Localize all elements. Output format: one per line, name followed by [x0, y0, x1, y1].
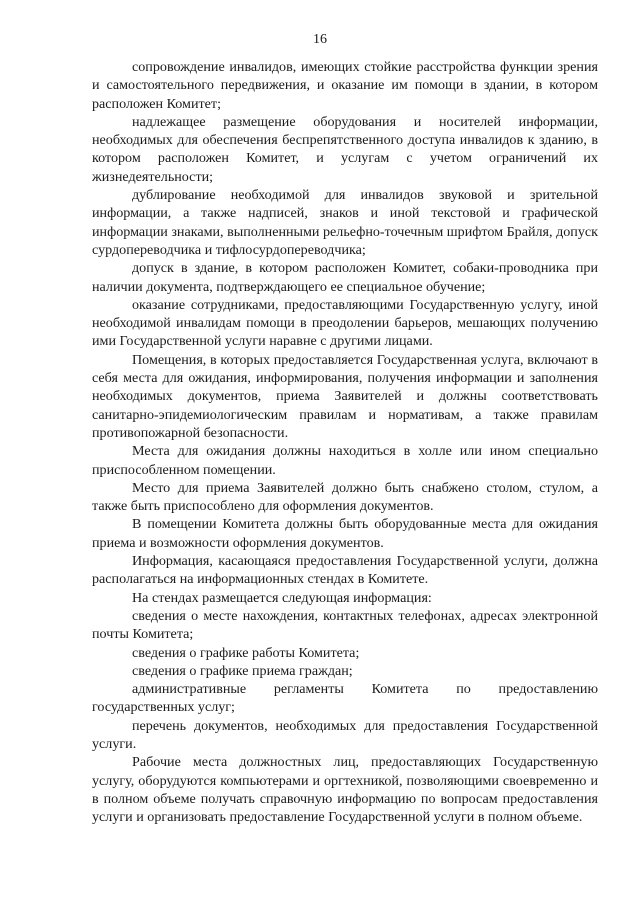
paragraph: Рабочие места должностных лиц, предоставляющих Государственную услугу, оборудуются компьютерами и оргтехникой, позволяющими своевременно и в полном объеме получать справочную информацию по вопросам предоставления услуги и организовать предоставление Государственной услуги в полном объеме.: [92, 754, 598, 826]
paragraph: перечень документов, необходимых для предоставления Государственной услуги.: [92, 717, 598, 752]
paragraph: Место для приема Заявителей должно быть снабжено столом, стулом, а также быть приспособлено для оформления документов.: [92, 479, 598, 515]
paragraph: Места для ожидания должны находиться в холле или ином специально приспособленном помещении.: [92, 443, 598, 478]
paragraph: Информация, касающаяся предоставления Государственной услуги, должна располагаться на информационных стендах в Комитете.: [92, 553, 598, 588]
document-body: [92, 58, 598, 826]
page-number: 16: [313, 32, 327, 47]
paragraph: сведения о графике приема граждан;: [132, 662, 353, 679]
paragraph: сведения о графике работы Комитета;: [132, 644, 360, 661]
paragraph: В помещении Комитета должны быть оборудованные места для ожидания приема и возможности оформления документов.: [92, 516, 598, 551]
paragraph: сведения о месте нахождения, контактных телефонах, адресах электронной почты Комитета;: [92, 607, 598, 643]
paragraph: На стендах размещается следующая информация:: [132, 589, 432, 606]
paragraph: административные регламенты Комитета по предоставлению государственных услуг;: [92, 681, 598, 716]
paragraph: допуск в здание, в котором расположен Комитет, собаки-проводника при наличии документа, подтверждающего ее специальное обучение;: [92, 260, 598, 295]
paragraph: Помещения, в которых предоставляется Государственная услуга, включают в себя места для ожидания, информирования, получения информации и заполнения необходимых документов, приема Заявителей и должны соответствовать санитарно-эпидемиологическим правилам и нормативам, а также правилам противопожарной безопасности.: [92, 351, 598, 441]
paragraph: дублирование необходимой для инвалидов звуковой и зрительной информации, а также надписей, знаков и иной текстовой и графической информации знаками, выполненными рельефно-точечным шрифтом Брайля, допуск сурдопереводчика и тифлосурдопереводчика;: [92, 187, 598, 258]
paragraph: оказание сотрудниками, предоставляющими Государственную услугу, иной необходимой инвалидам помощи в преодолении барьеров, мешающих получению ими Государственной услуги наравне с другими лицами.: [92, 296, 598, 350]
paragraph: надлежащее размещение оборудования и носителей информации, необходимых для обеспечения беспрепятственного доступа инвалидов к зданию, в котором расположен Комитет, и услугам с учетом ограничений их жизнедеятельности;: [92, 113, 598, 185]
paragraph: сопровождение инвалидов, имеющих стойкие расстройства функции зрения и самостоятельного передвижения, и оказание им помощи в здании, в котором расположен Комитет;: [92, 59, 598, 112]
